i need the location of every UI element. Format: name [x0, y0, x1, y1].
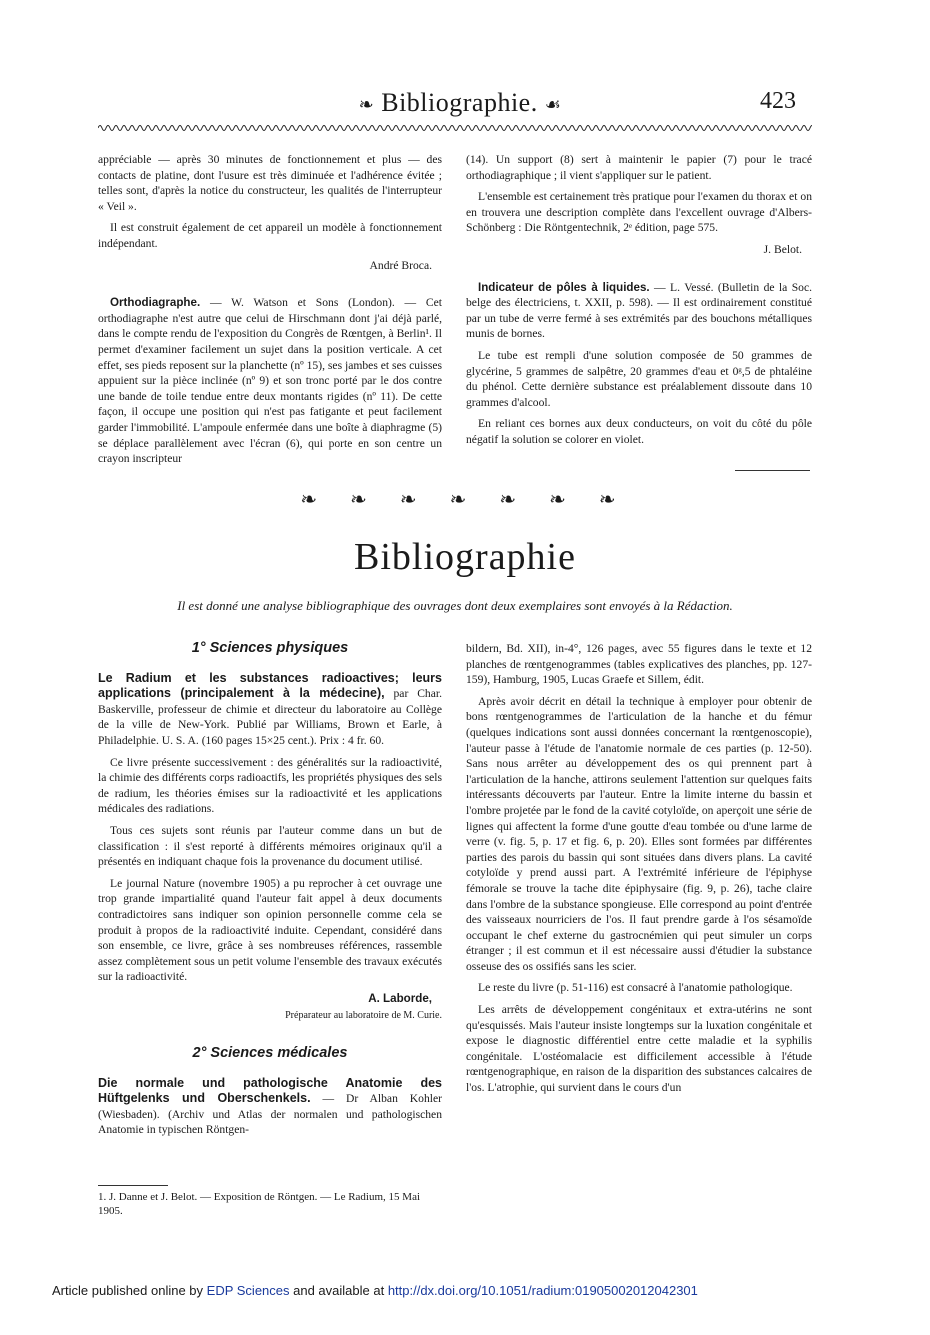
section-divider — [735, 470, 810, 471]
article-orthodiagraphe — [98, 295, 442, 467]
footer-middle: and available at — [289, 1283, 388, 1298]
book-entry — [98, 671, 442, 749]
book-reference: par Char. Baskerville, professeur de chimie et directeur du laboratoire au Collège de la ville de New-York. Publié par Williams, Brown et Earle, à Philadelphie. U. S. A. (160 pages 15×25 cent.). Prix : 4 fr. 60. — [98, 687, 442, 747]
running-header — [300, 88, 620, 118]
header-ornament-right: ☙ — [544, 94, 562, 115]
section-heading: 1° Sciences physiques — [191, 640, 349, 656]
footnote: 1. J. Danne et J. Belot. — Exposition de Röntgen. — Le Radium, 15 Mai 1905. — [98, 1191, 421, 1217]
paragraph: En reliant ces bornes aux deux conducteurs, on voit du côté du pôle négatif la solution se colorer en violet. — [466, 417, 812, 446]
article-title: Orthodiagraphe. — [110, 296, 201, 310]
article-text: Cet orthodiagraphe n'est autre que celui de Hirschmann dont j'ai déjà parlé, dans le compte rendu de l'exposition du Congrès de Rœntgen, à Berlin¹. Il permet d'examiner facilement un sujet dans la position verticale. A cet effet, ses pieds reposent sur la planchette (nº 15), ses jambes et ses cuisses appuient sur la pièce inclinée (nº 9) et son tronc porté par le dos contre une bande de toile tendue entre deux montants rigides (nº 11). De cette façon, il occupe une position qui n'est pas fatigante et peut facilement garder l'immobilité. L'ampoule enfermée dans une boîte à diaphragme (5) se déplace parallèlement avec l'écran (6), qui porte en son centre un crayon inscripteur — [98, 296, 442, 466]
page-title: Bibliographie — [354, 536, 576, 578]
article-title: Indicateur de pôles à liquides. — [478, 280, 650, 294]
paragraph-text: Il est construit également de cet appareil un modèle à fonctionnement indépendant. — [98, 221, 442, 250]
article-indicateur — [466, 280, 812, 342]
book-title: Die normale und pathologische Anatomie des Hüftgelenks und Oberschenkels. — [98, 1075, 442, 1106]
top-right-column — [466, 152, 812, 454]
paragraph: Après avoir décrit en détail la technique à employer pour obtenir de bons rœntgenogrammes de l'articulation de la hanche et du fémur (quelques indications sont aussi données concernant la rœntgenoscopie), l'auteur passe à l'étude de l'anatomie normale de ces parties (p. 12-50). Sans nous arrêter au développement des os qui prennent part à l'articulation de la hanche, attirons seulement l'attention sur quelques faits intéressants découverts par l'auteur. Entre la limite interne du bassin et l'ombre projetée par le fond de la cavité cotyloïde, on aperçoit une série de lignes qui affectent la forme d'une goutte d'eau tombée ou d'une larme de verre (v. fig. 5, p. 17 et fig. 6, p. 20). Elles sont formées par différentes parties des parois du bassin qui sont situées dans divers plans. La cavité cotyloïde y prend aussi part. A l'extrémité inférieure de l'épiphyse fémorale se trouve la tache dite épiphysaire (fig. 9, p. 26), tache claire dans l'ombre de la substance spongieuse. Elle correspond au point d'entrée des vaisseaux nourriciers de l'os. Il faut prendre garde à l'os sésamoïde occupant le chef externe du gastrocnémien qui peut simuler un corps étranger ; il est commun et il est nécessaire aussi d'étudier la substance osseuse des os ossifiés sans les scier. — [466, 694, 812, 973]
paragraph: Tous ces sujets sont réunis par l'auteur comme dans un but de classification : il s'est reporté à différents mémoires originaux qu'il a présentés en indiquant chaque fois la provenance du document utilisé. — [98, 823, 442, 869]
signature: André Broca. — [369, 258, 432, 272]
publication-footer — [52, 1283, 698, 1298]
paragraph: appréciable — après 30 minutes de fonctionnement et plus — des contacts de platine, dont l'usure est très diminuée et l'adhérence évitée ; telles sont, d'après la notice du constructeur, les qualités de l'interrupteur « Veil ». — [98, 153, 442, 213]
paragraph: Ce livre présente successivement : des généralités sur la radioactivité, la chimie des différents corps radioactifs, les propriétés physiques des sels de radium, les théories émises sur la radioactivité et les applications médicales des radiations. — [98, 755, 442, 816]
bottom-left-column — [98, 641, 442, 1144]
paragraph: Le journal Nature (novembre 1905) a pu reprocher à cet ouvrage une trop grande impartialité quand l'auteur fait appel à deux documents contradictoires sans indiquer son opinion personnelle comme cela se produit à propos de la radioactivité induite. Cependant, considéré dans son ensemble, ce livre, grâce à ses nombreuses références, rassemble assez complètement sous un petit volume l'ensemble des travaux exécutés sur la radioactivité. — [98, 876, 442, 984]
intro-text: Il est donné une analyse bibliographique des ouvrages dont deux exemplaires sont envoyés à la Rédaction. — [177, 598, 733, 613]
signature: A. Laborde, — [368, 991, 432, 1005]
section-heading: 2° Sciences médicales — [192, 1045, 348, 1062]
paragraph: Le reste du livre (p. 51-116) est consacré à l'anatomie pathologique. — [478, 981, 793, 995]
bottom-right-column — [466, 641, 812, 1102]
paragraph: Les arrêts de développement congénitaux et extra-utérins ne sont qu'esquissés. Mais l'auteur insiste longtemps sur la luxation congénitale et expose le diagnostic différentiel entre cette maladie et la syphilis congénitale. L'ostéomalacie est difficilement accessible à l'étude rœntgenographique, en raison de la disparition des substances calcaires de l'os. L'atrophie, qui survient dans le cours d'un — [466, 1003, 812, 1095]
top-left-column — [98, 152, 442, 473]
signature: J. Belot. — [763, 242, 802, 256]
article-text: Il est ordinairement constitué par un tube de verre fermé à ses extrémités par des bouchons métalliques munis de bornes. — [466, 296, 813, 341]
paragraph — [98, 220, 442, 251]
footer-prefix: Article published online by — [52, 1283, 207, 1298]
wavy-rule — [98, 122, 812, 134]
footnote-rule — [98, 1185, 168, 1186]
paragraph: (14). Un support (8) sert à maintenir le papier (7) pour le tracé orthodiagraphique ; il vient s'appliquer sur le patient. — [466, 153, 812, 182]
book-entry — [98, 1076, 442, 1138]
publisher-link[interactable]: EDP Sciences — [206, 1283, 290, 1298]
book-reference: — Dr Alban Kohler (Wiesbaden). (Archiv und Atlas der normalen und pathologischen Anatomie in typischen Röntgen- — [98, 1092, 442, 1137]
page-number: 423 — [760, 88, 796, 114]
header-title: Bibliographie. — [381, 88, 538, 117]
signature-note: Préparateur au laboratoire de M. Curie. — [285, 1010, 442, 1022]
book-reference-continued: bildern, Bd. XII), in-4°, 126 pages, avec 55 figures dans le texte et 12 planches de rœntgenogrammes (tables explicatives des planches, pp. 127-159), Hamburg, 1905, Lucas Graefe et Sillem, édit. — [466, 642, 812, 687]
fleuron-row: ❧ ❧ ❧ ❧ ❧ ❧ ❧ — [300, 489, 630, 511]
doi-link[interactable]: http://dx.doi.org/10.1051/radium:01905002012042301 — [387, 1283, 698, 1298]
header-ornament-left: ❧ — [358, 94, 375, 115]
article-source: — L. Vessé. (Bulletin de la Soc. belge des électriciens, t. XXII, p. 598). — — [466, 280, 812, 310]
book-title: Le Radium et les substances radioactives; leurs applications (principalement à la médecine), — [98, 670, 442, 701]
paragraph: L'ensemble est certainement très pratique pour l'examen du thorax et on en trouvera une description complète dans l'excellent ouvrage d'Albers-Schönberg : Die Röntgentechnik, 2ᵉ édition, page 575. — [466, 190, 812, 235]
article-source: — W. Watson et Sons (London). — — [200, 296, 426, 310]
paragraph: Le tube est rempli d'une solution composée de 50 grammes de glycérine, 5 grammes de salpêtre, 20 grammes d'eau et 0ᵍ,5 de phtaléine du phénol. Cette dernière substance est préalablement dissoute dans 10 grammes d'alcool. — [466, 348, 812, 409]
